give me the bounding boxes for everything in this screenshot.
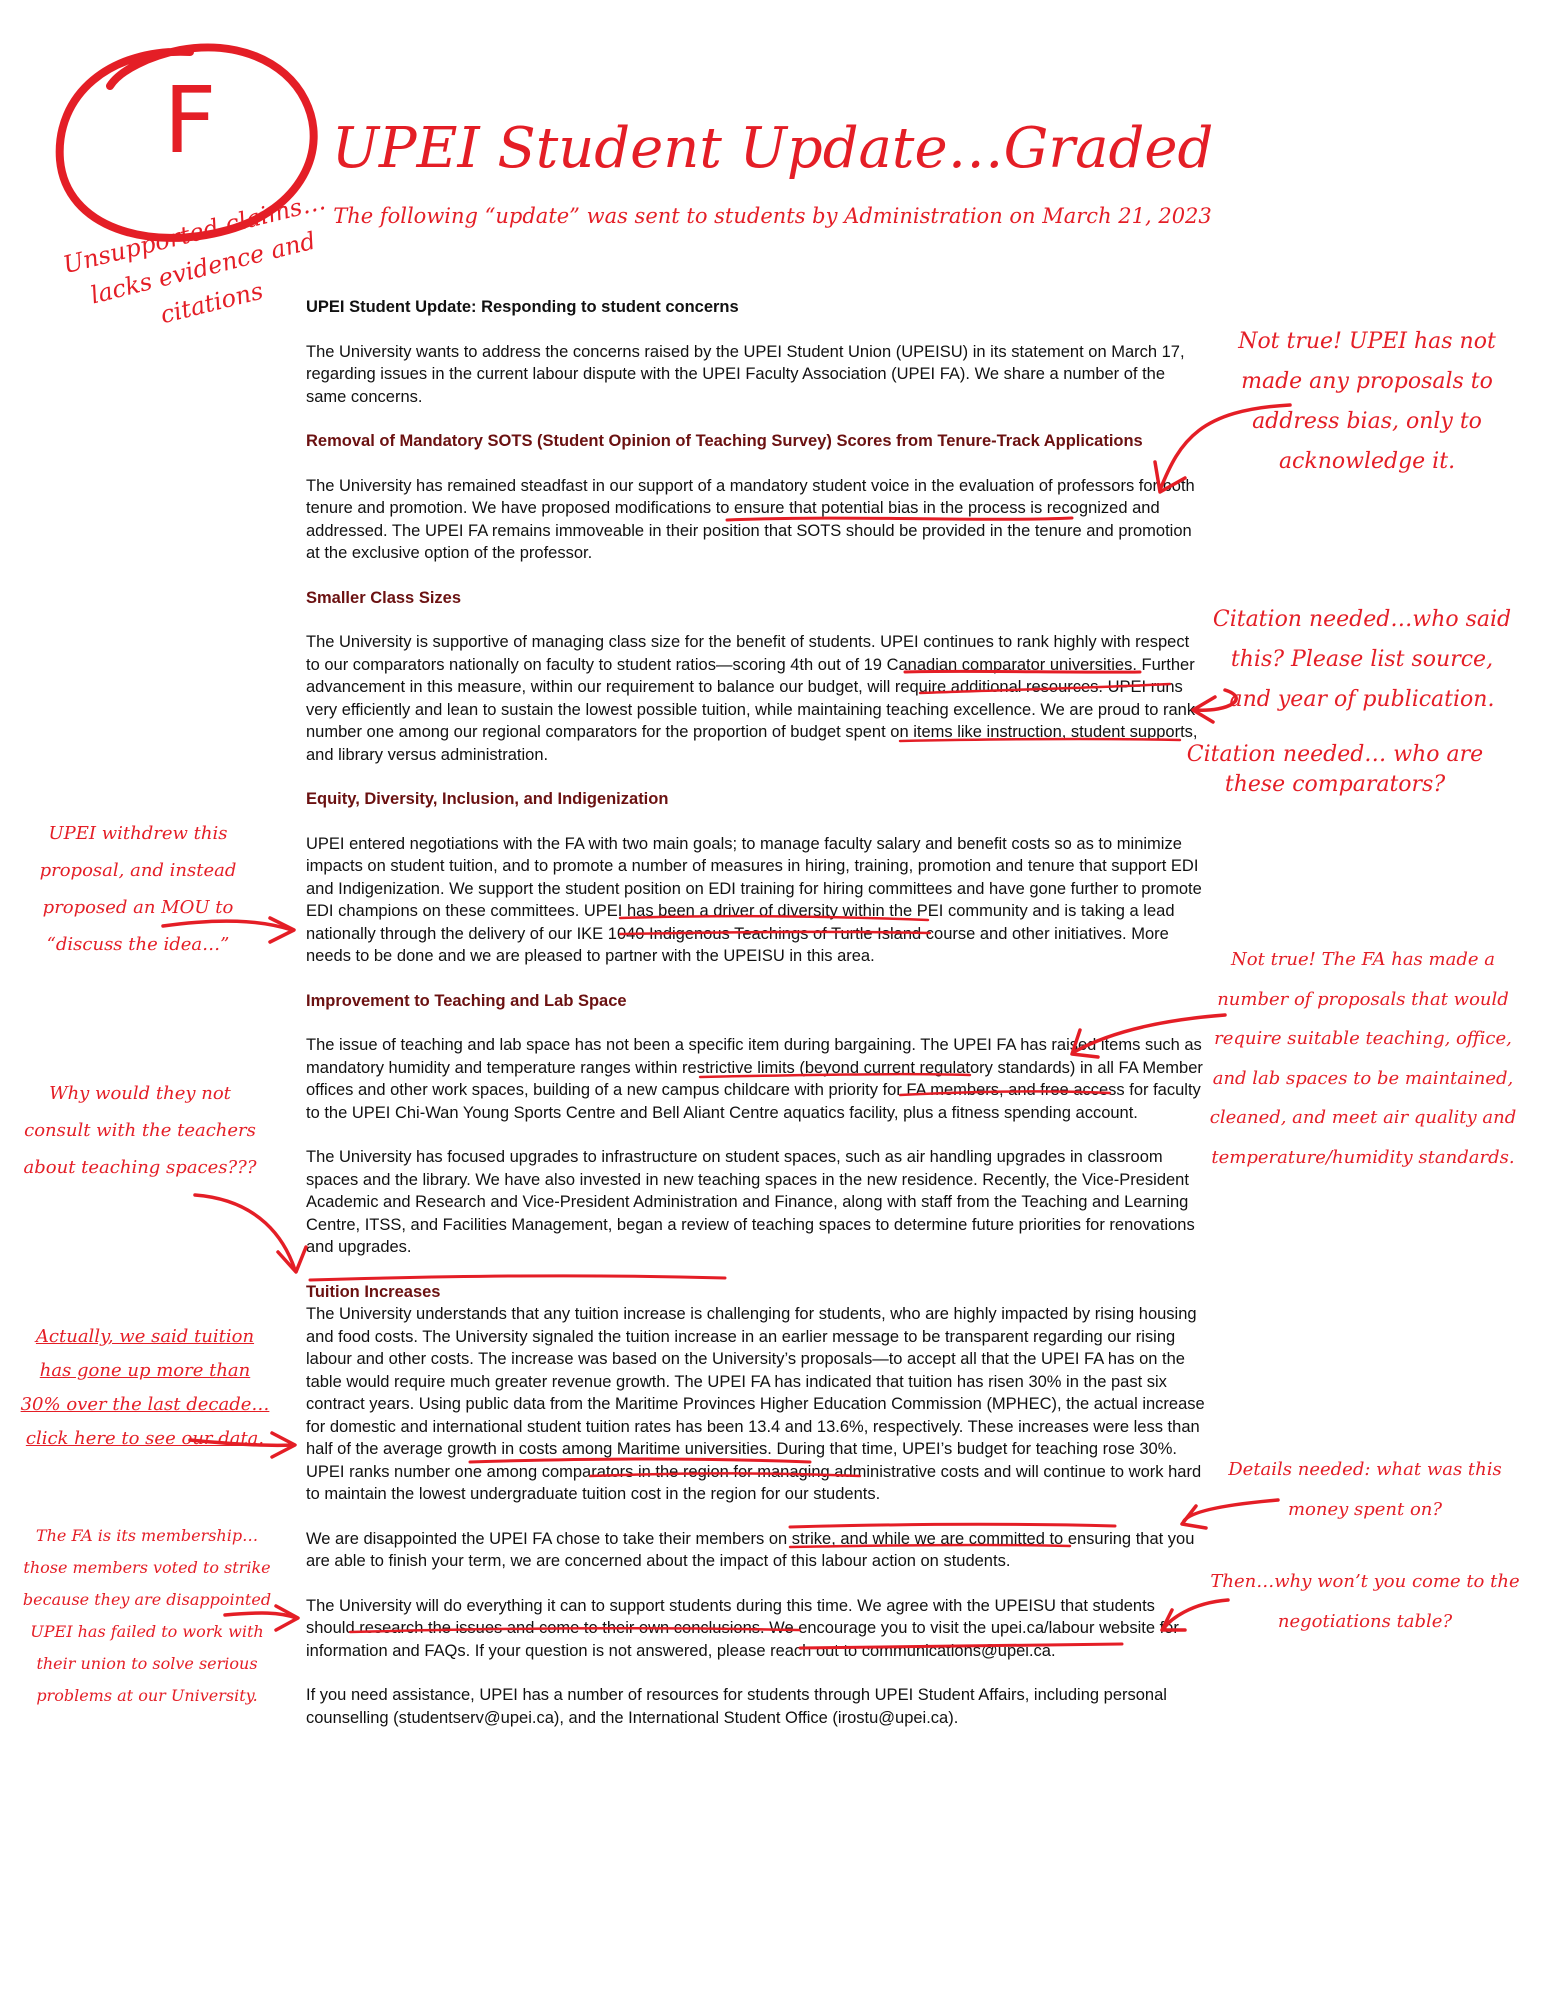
- annotation-tuition-30: Actually, we said tuition has gone up more than 30% over the last decade…click here to see our data.: [20, 1326, 270, 1449]
- arrow-consult: [195, 1195, 295, 1270]
- section-paragraph-tuition: The University understands that any tuition increase is challenging for students, who are highly impacted by rising housing and food costs. The University signaled the tuition increase in an earlier message to be transparent regarding our rising labour and other costs. The increase was based on the University’s proposals—to accept all that the UPEI FA has on the table would require much greater revenue growth. The UPEI FA has indicated that tuition has risen 30% in the past six contract years. Using public data from the Maritime Provinces Higher Education Commission (MPHEC), the actual increase for domestic and international student tuition rates has been 13.4 and 13.6%, respectively. These increases were less than half of the average growth in costs among Maritime universities. During that time, UPEI’s budget for teaching rose 30%.: [306, 1305, 1205, 1458]
- annotation-fa-membership: The FA is its membership…those members voted to strike because they are disappointed UPEI has failed to work with their union to solve serious problems at our University.: [22, 1526, 272, 1705]
- section-heading-tuition: Tuition Increases: [306, 1282, 441, 1301]
- page-subtitle: The following “update” was sent to students by Administration on March 21, 2023: [333, 204, 1212, 228]
- annotation-details: Details needed: what was this money spent on?: [1228, 1459, 1502, 1520]
- closing-paragraph-strike: We are disappointed the UPEI FA chose to take their members on strike, and while we are committed to ensuring that you are able to finish your term, we are concerned about the impact of this labour action on students.: [306, 1529, 1195, 1570]
- section-paragraph-class-sizes: The University is supportive of managing class size for the benefit of students. UPEI continues to rank highly with respect to our comparators nationally on faculty to student ratios—scoring 4th out of 19 Canadian comparator universities. Further advancement in this measure, within our requirement to balance our budget, will require additional resources. UPEI runs very efficiently and lean to sustain the lowest possible tuition, while maintaining teaching excellence. We are proud to rank number one among our regional comparators for the proportion of budget spent on items like instruction, student supports, and library versus administration.: [306, 633, 1198, 764]
- annotation-fa-proposals: Not true! The FA has made a number of proposals that would require suitable teaching, office, and lab spaces to be maintained, cleaned, and meet air quality and temperature/humidity standards.: [1209, 949, 1517, 1168]
- closing-paragraph-support: The University will do everything it can to support students during this time. We agree with the UPEISU that students should research the issues and come to their own conclusions. We encourage you to visit the upei.ca/labour website for information and FAQs. If your question is not answered, please reach out to communications@upei.ca.: [306, 1596, 1179, 1660]
- section-paragraph-teaching-space-2: The University has focused upgrades to infrastructure on student spaces, such as air handling upgrades in classroom spaces and the library. We have also invested in new teaching spaces in the new residence. Recently, the Vice-President Academic and Research and Vice-President Administration and Finance, along with staff from the Teaching and Learning Centre, ITSS, and Facilities Management, began a review of teaching spaces to determine future priorities for renovations and upgrades.: [306, 1148, 1195, 1256]
- annotation-bias: Not true! UPEI has not made any proposals to address bias, only to acknowledge it.: [1238, 329, 1496, 474]
- section-heading-edi: Equity, Diversity, Inclusion, and Indigenization: [306, 790, 669, 808]
- document-body: [306, 296, 1206, 1729]
- page-title: UPEI Student Update…Graded: [331, 116, 1214, 181]
- section-heading-sots: Removal of Mandatory SOTS (Student Opinion of Teaching Survey) Scores from Tenure-Track Applications: [306, 432, 1143, 450]
- annotation-negotiations: Then…why won’t you come to the negotiations table?: [1210, 1571, 1520, 1632]
- grade-letter: F: [163, 67, 217, 174]
- annotation-consult: Why would they not consult with the teachers about teaching spaces???: [23, 1083, 257, 1178]
- section-paragraph-edi: UPEI entered negotiations with the FA with two main goals; to manage faculty salary and benefit costs so as to minimize impacts on student tuition, and to promote a number of measures in hiring, training, promotion and tenure that support EDI and Indigenization. We support the student position on EDI training for hiring committees and have gone further to promote EDI champions on these committees. UPEI has been a driver of diversity within the PEI community and is taking a lead nationally through the delivery of our IKE 1040 Indigenous Teachings of Turtle Island course and other initiatives. More needs to be done and we are pleased to partner with the UPEISU in this area.: [306, 834, 1202, 965]
- closing-paragraph-resources: If you need assistance, UPEI has a number of resources for students through UPEI Student Affairs, including personal counselling (studentserv@upei.ca), and the International Student Office (irostu@upei.ca).: [306, 1686, 1167, 1727]
- section-paragraph-teaching-space-1: The issue of teaching and lab space has not been a specific item during bargaining. The UPEI FA has raised items such as mandatory humidity and temperature ranges within restrictive limits (beyond current regulatory standards) in all FA Member offices and other work spaces, building of a new campus childcare with priority for FA members, and free access for faculty to the UPEI Chi-Wan Young Sports Centre and Bell Aliant Centre aquatics facility, plus a fitness spending account.: [306, 1036, 1203, 1122]
- document-title: UPEI Student Update: Responding to student concerns: [306, 298, 739, 316]
- grade-comment: Unsupported claims…lacks evidence and citations: [60, 186, 329, 330]
- annotation-citation-comparators: Citation needed… who are these comparators?: [1186, 742, 1484, 797]
- section-heading-teaching-space: Improvement to Teaching and Lab Space: [306, 991, 627, 1010]
- section-heading-class-sizes: Smaller Class Sizes: [306, 588, 462, 607]
- section-paragraph-tuition-2: UPEI ranks number one among comparators in the region for managing administrative costs and will continue to work hard to maintain the lowest undergraduate tuition cost in the region for our students.: [306, 1462, 1202, 1503]
- annotation-citation-ratio: Citation needed…who said this? Please list source, and year of publication.: [1212, 607, 1512, 712]
- annotation-edi: UPEI withdrew this proposal, and instead proposed an MOU to “discuss the idea…”: [39, 823, 237, 955]
- intro-paragraph: The University wants to address the concerns raised by the UPEI Student Union (UPEISU) in its statement on March 17, regarding issues in the current labour dispute with the UPEI Faculty Association (UPEI FA). We share a number of the same concerns.: [306, 342, 1185, 406]
- section-paragraph-sots: The University has remained steadfast in our support of a mandatory student voice in the evaluation of professors for both tenure and promotion. We have proposed modifications to ensure that potential bias in the process is recognized and addressed. The UPEI FA remains immoveable in their position that SOTS should be provided in the tenure and promotion at the exclusive option of the professor.: [306, 476, 1195, 562]
